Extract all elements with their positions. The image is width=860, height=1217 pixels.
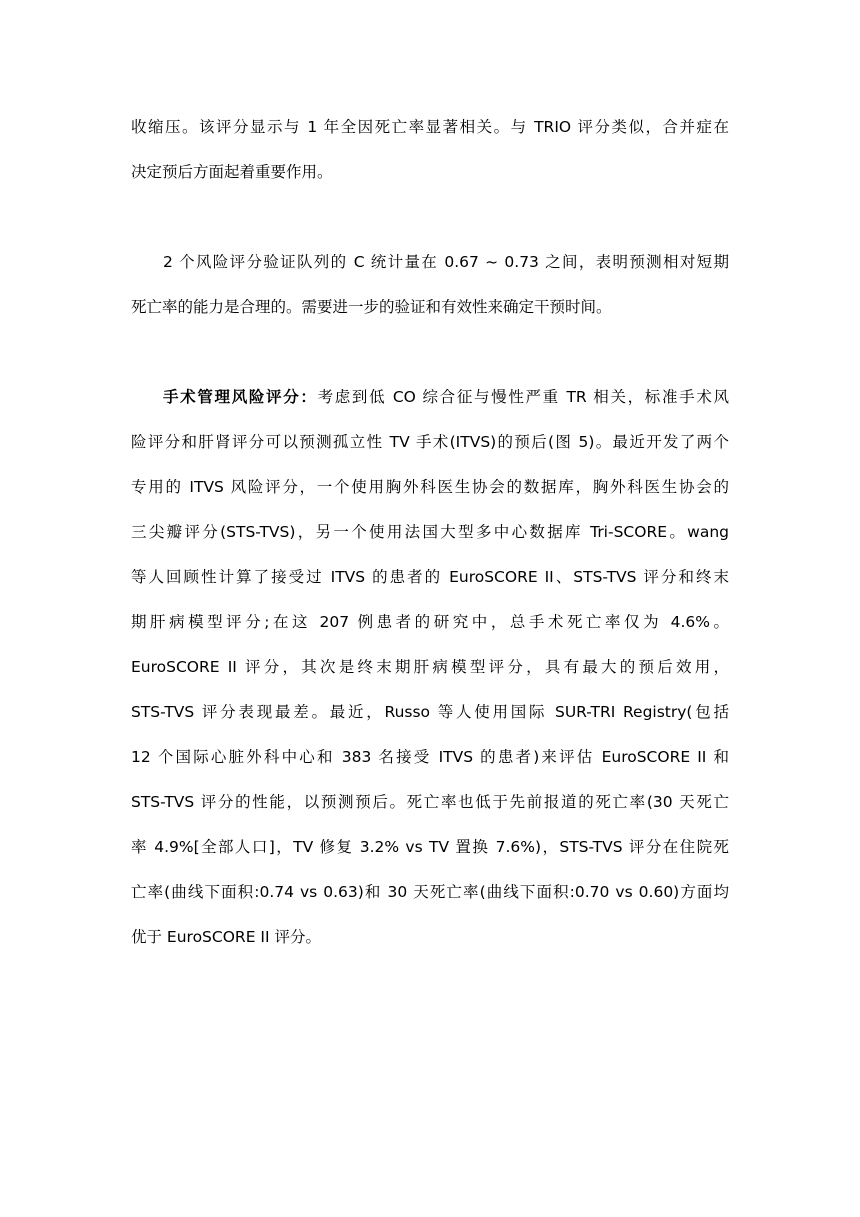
text-line: 率 4.9%[全部人口]，TV 修复 3.2% vs TV 置换 7.6%)，STS-TVS 评分在住院死 bbox=[131, 838, 729, 856]
paragraph-3 bbox=[131, 375, 729, 960]
text-line: 期肝病模型评分;在这 207 例患者的研究中，总手术死亡率仅为 4.6%。 bbox=[131, 613, 729, 631]
text-line: 险评分和肝肾评分可以预测孤立性 TV 手术(ITVS)的预后(图 5)。最近开发了两个 bbox=[131, 433, 729, 451]
text-line: 决定预后方面起着重要作用。 bbox=[131, 163, 333, 181]
text-line: 亡率(曲线下面积:0.74 vs 0.63)和 30 天死亡率(曲线下面积:0.70 vs 0.60)方面均 bbox=[131, 883, 729, 901]
text-line: STS-TVS 评分表现最差。最近，Russo 等人使用国际 SUR-TRI Registry(包括 bbox=[131, 703, 729, 721]
text-line: 2 个风险评分验证队列的 C 统计量在 0.67 ~ 0.73 之间，表明预测相对短期 bbox=[163, 253, 729, 271]
text-line: 12 个国际心脏外科中心和 383 名接受 ITVS 的患者)来评估 EuroSCORE II 和 bbox=[131, 748, 729, 766]
paragraph-1 bbox=[131, 105, 729, 195]
text-line: 优于 EuroSCORE II 评分。 bbox=[131, 928, 321, 946]
text-line: STS-TVS 评分的性能，以预测预后。死亡率也低于先前报道的死亡率(30 天死亡 bbox=[131, 793, 729, 811]
paragraph-2 bbox=[131, 240, 729, 330]
text-line: 等人回顾性计算了接受过 ITVS 的患者的 EuroSCORE II、STS-TVS 评分和终末 bbox=[131, 568, 729, 586]
text-line: 死亡率的能力是合理的。需要进一步的验证和有效性来确定干预时间。 bbox=[131, 298, 612, 316]
section-heading: 手术管理风险评分： bbox=[163, 388, 318, 406]
text-line: 收缩压。该评分显示与 1 年全因死亡率显著相关。与 TRIO 评分类似，合并症在 bbox=[131, 118, 729, 136]
text-line: EuroSCORE II 评分，其次是终末期肝病模型评分，具有最大的预后效用， bbox=[131, 658, 729, 676]
text-line: 三尖瓣评分(STS-TVS)，另一个使用法国大型多中心数据库 Tri-SCORE。wang bbox=[131, 523, 729, 541]
text-line: 专用的 ITVS 风险评分，一个使用胸外科医生协会的数据库，胸外科医生协会的 bbox=[131, 478, 729, 496]
text-span: 考虑到低 CO 综合征与慢性严重 TR 相关，标准手术风 bbox=[317, 388, 729, 406]
text-line-with-heading bbox=[131, 375, 729, 420]
